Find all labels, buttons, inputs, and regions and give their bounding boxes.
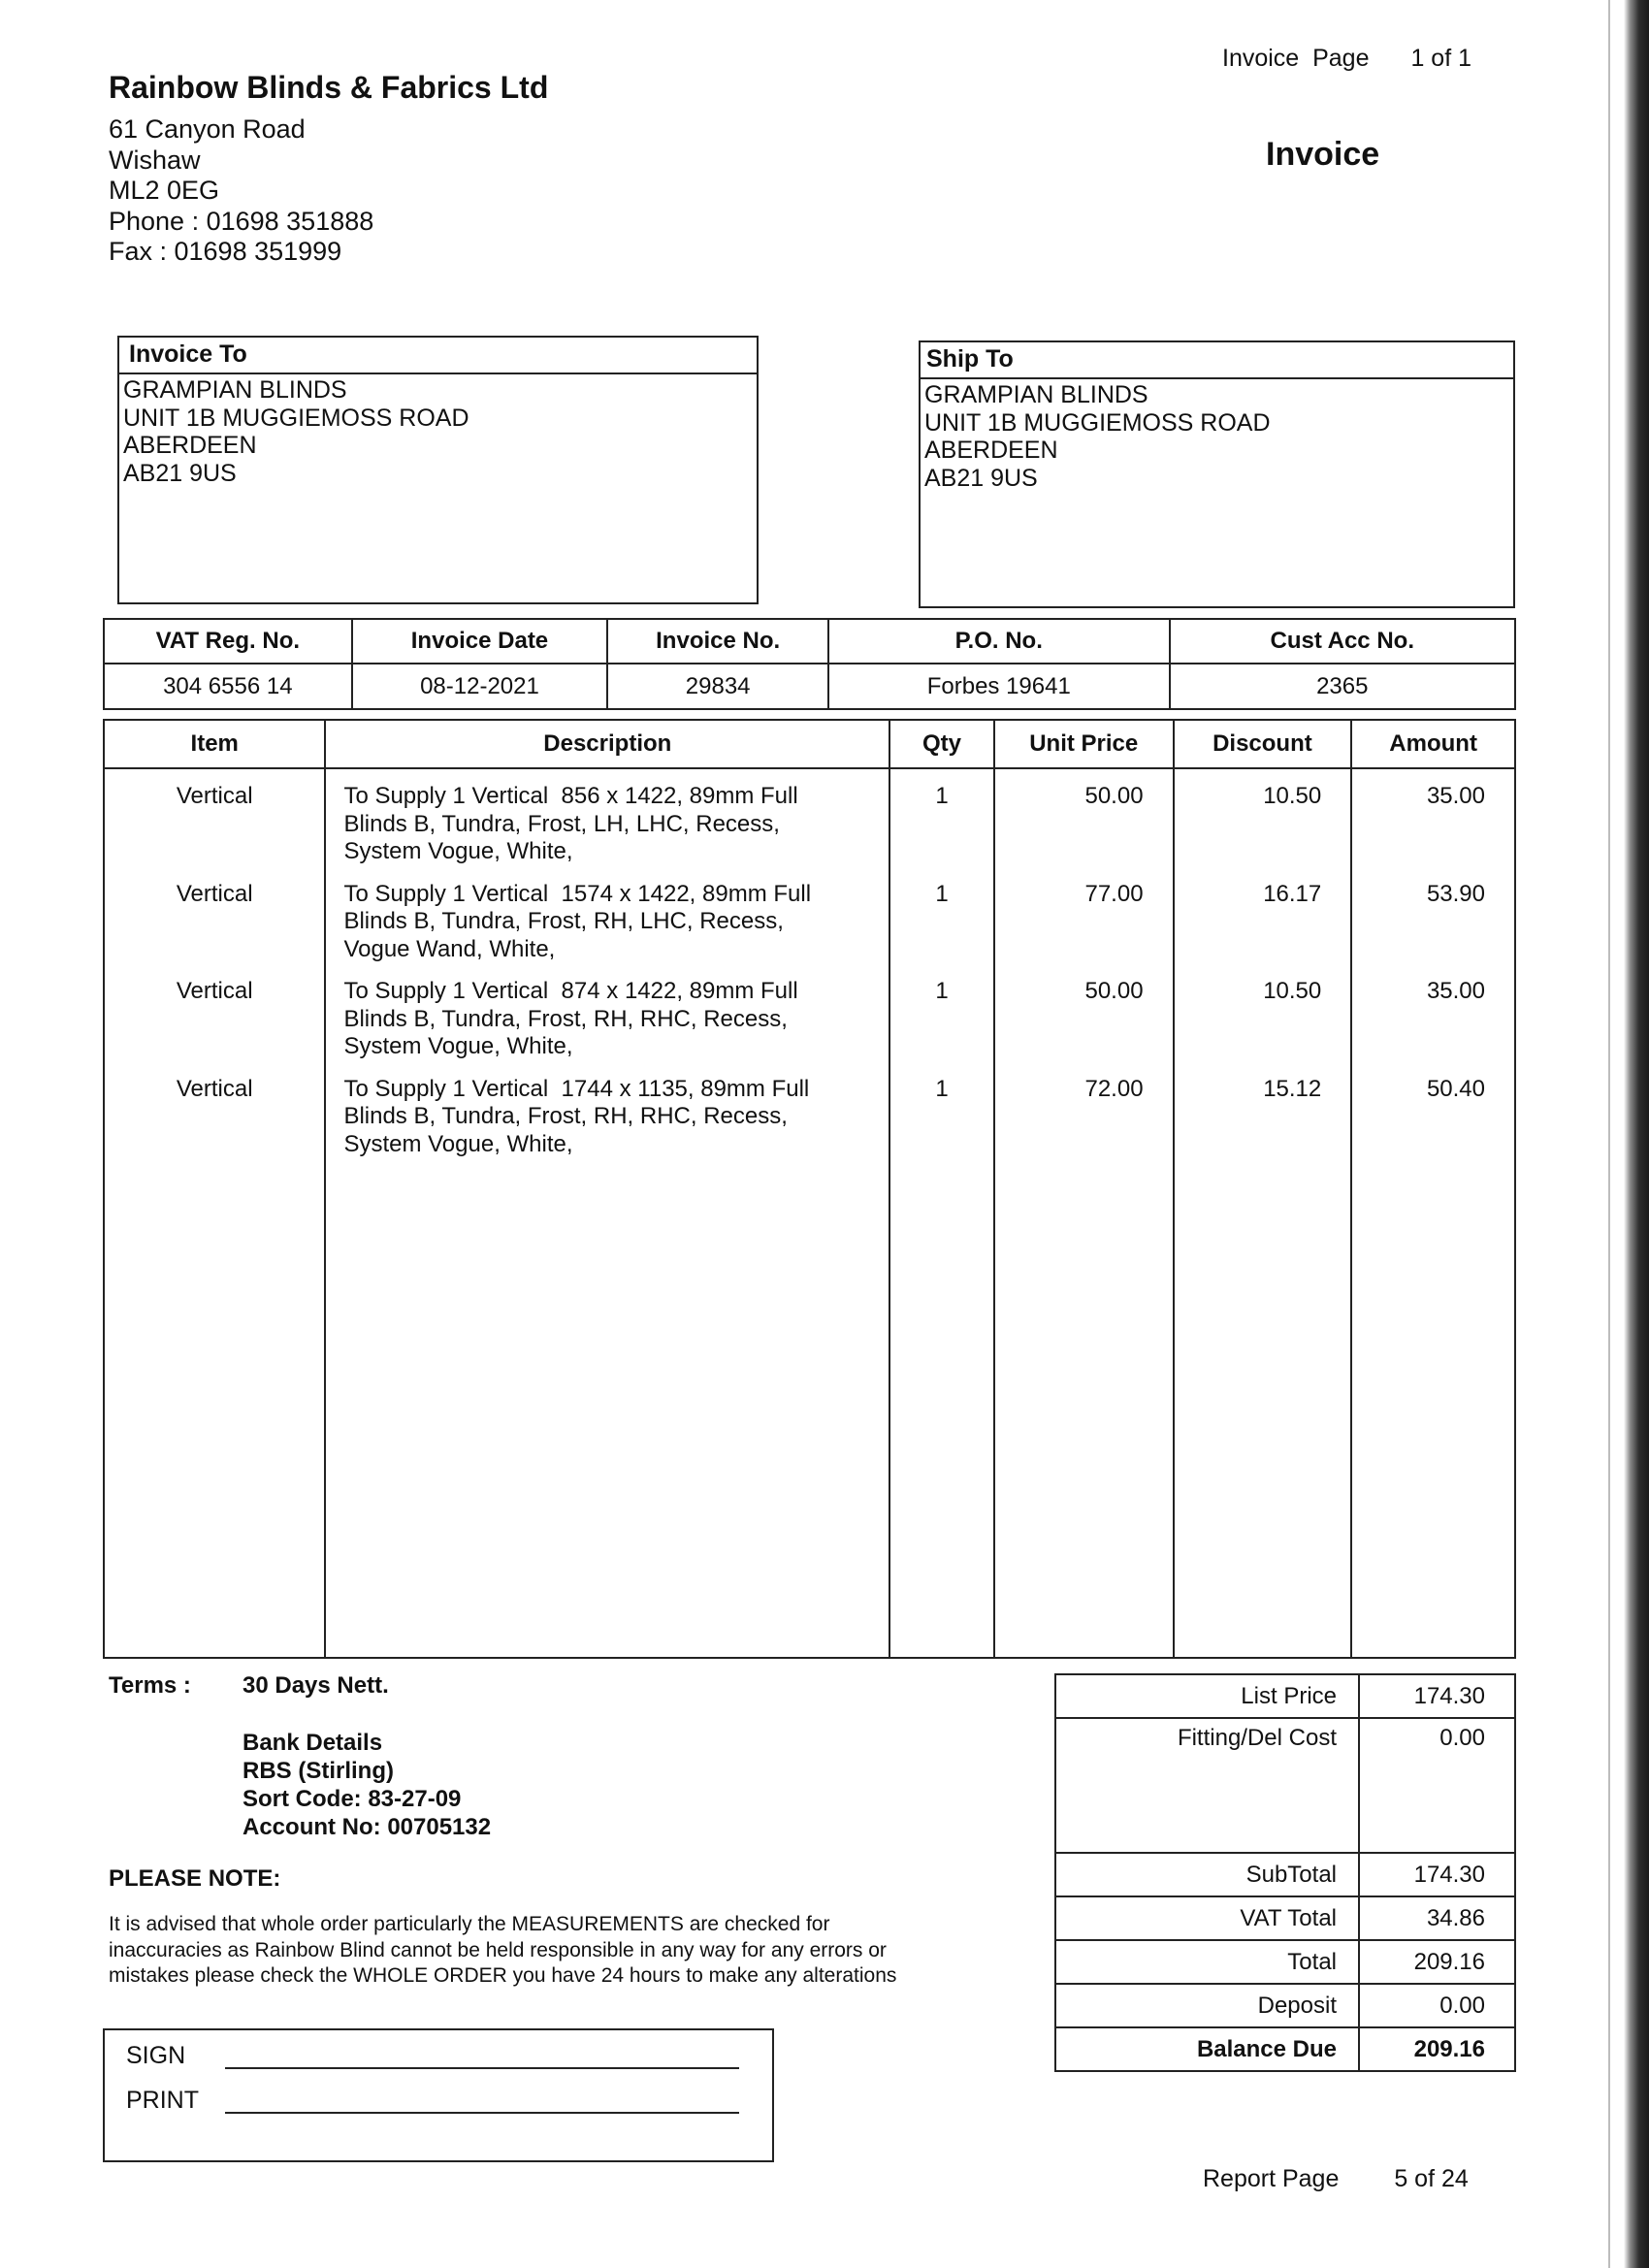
invoice-date-value: 08-12-2021 xyxy=(352,664,608,709)
totals-table xyxy=(1054,1673,1516,2072)
report-page-value: 5 of 24 xyxy=(1394,2165,1469,2192)
table-row xyxy=(104,867,1515,965)
item-cell: Vertical xyxy=(104,867,325,965)
total-row xyxy=(1055,1940,1515,1984)
note-line: inaccuracies as Rainbow Blind cannot be held responsible in any way for any errors or xyxy=(109,1938,887,1961)
vat-reg-value: 304 6556 14 xyxy=(104,664,352,709)
ship-to-box xyxy=(919,340,1515,608)
qty-cell: 1 xyxy=(889,964,994,1062)
balance-due-label: Balance Due xyxy=(1055,2027,1359,2071)
document-title: Invoice xyxy=(1266,136,1380,173)
phone-line: Phone : 01698 351888 xyxy=(109,206,374,236)
description-line: To Supply 1 Vertical 856 x 1422, 89mm Full xyxy=(343,783,798,809)
description-line: To Supply 1 Vertical 1744 x 1135, 89mm Full xyxy=(343,1075,810,1102)
info-value-row xyxy=(104,664,1515,709)
vat-total-row xyxy=(1055,1896,1515,1940)
fax-line: Fax : 01698 351999 xyxy=(109,237,342,266)
discount-header: Discount xyxy=(1174,720,1352,768)
unit-price-cell: 50.00 xyxy=(994,768,1174,867)
address-line: ABERDEEN xyxy=(924,437,1058,464)
qty-cell: 1 xyxy=(889,768,994,867)
bank-name: RBS (Stirling) xyxy=(242,1758,394,1784)
table-row xyxy=(104,768,1515,867)
bank-details-heading: Bank Details xyxy=(242,1730,383,1756)
list-price-value: 174.30 xyxy=(1359,1674,1515,1718)
description-cell xyxy=(325,867,889,965)
amount-cell: 35.00 xyxy=(1351,768,1515,867)
invoice-page-info xyxy=(1222,45,1471,73)
sign-label: SIGN xyxy=(126,2042,186,2069)
subtotal-value: 174.30 xyxy=(1359,1853,1515,1896)
description-line: Vogue Wand, White, xyxy=(343,935,556,962)
page-label: Invoice Page xyxy=(1222,45,1370,72)
total-value: 209.16 xyxy=(1359,1940,1515,1984)
vat-total-label: VAT Total xyxy=(1055,1896,1359,1940)
discount-cell: 10.50 xyxy=(1174,964,1352,1062)
account-number: Account No: 00705132 xyxy=(242,1814,492,1840)
qty-cell: 1 xyxy=(889,867,994,965)
invoice-to-heading: Invoice To xyxy=(119,338,757,374)
deposit-value: 0.00 xyxy=(1359,1984,1515,2027)
report-page-label: Report Page xyxy=(1203,2165,1340,2192)
unit-price-cell: 50.00 xyxy=(994,964,1174,1062)
note-line: It is advised that whole order particularly the MEASUREMENTS are checked for xyxy=(109,1913,830,1935)
po-no-header: P.O. No. xyxy=(828,619,1169,664)
deposit-row xyxy=(1055,1984,1515,2027)
scan-edge-shadow xyxy=(1624,0,1649,2268)
list-price-label: List Price xyxy=(1055,1674,1359,1718)
sign-line[interactable] xyxy=(225,2067,739,2069)
description-line: System Vogue, White, xyxy=(343,1130,573,1157)
discount-cell: 16.17 xyxy=(1174,867,1352,965)
address-line: UNIT 1B MUGGIEMOSS ROAD xyxy=(123,404,469,432)
description-line: Blinds B, Tundra, Frost, RH, LHC, Recess, xyxy=(343,908,784,934)
item-header: Item xyxy=(104,720,325,768)
item-cell: Vertical xyxy=(104,1062,325,1160)
balance-due-row xyxy=(1055,2027,1515,2071)
description-header: Description xyxy=(325,720,889,768)
unit-price-cell: 77.00 xyxy=(994,867,1174,965)
qty-cell: 1 xyxy=(889,1062,994,1160)
description-line: To Supply 1 Vertical 874 x 1422, 89mm Full xyxy=(343,978,798,1004)
address-line: ABERDEEN xyxy=(123,432,257,459)
page-value: 1 of 1 xyxy=(1410,45,1472,72)
fitting-cost-label: Fitting/Del Cost xyxy=(1055,1718,1359,1853)
invoice-no-value: 29834 xyxy=(607,664,828,709)
ship-to-heading: Ship To xyxy=(921,342,1513,379)
subtotal-label: SubTotal xyxy=(1055,1853,1359,1896)
scan-edge-line xyxy=(1608,0,1610,2268)
print-label: PRINT xyxy=(126,2087,199,2114)
info-header-row xyxy=(104,619,1515,664)
description-line: System Vogue, White, xyxy=(343,1033,573,1059)
subtotal-row xyxy=(1055,1853,1515,1896)
description-line: System Vogue, White, xyxy=(343,838,573,864)
fitting-cost-row xyxy=(1055,1718,1515,1853)
description-cell xyxy=(325,964,889,1062)
amount-cell: 53.90 xyxy=(1351,867,1515,965)
vat-reg-header: VAT Reg. No. xyxy=(104,619,352,664)
address-line: AB21 9US xyxy=(123,459,237,487)
qty-header: Qty xyxy=(889,720,994,768)
total-label: Total xyxy=(1055,1940,1359,1984)
amount-header: Amount xyxy=(1351,720,1515,768)
unit-price-header: Unit Price xyxy=(994,720,1174,768)
items-header-row xyxy=(104,720,1515,768)
table-row xyxy=(104,1062,1515,1160)
unit-price-cell: 72.00 xyxy=(994,1062,1174,1160)
invoice-date-header: Invoice Date xyxy=(352,619,608,664)
description-line: To Supply 1 Vertical 1574 x 1422, 89mm Full xyxy=(343,880,812,907)
invoice-to-box xyxy=(117,336,759,604)
discount-cell: 10.50 xyxy=(1174,768,1352,867)
please-note-heading: PLEASE NOTE: xyxy=(109,1865,281,1892)
bank-details xyxy=(242,1729,491,1841)
line-items-table xyxy=(103,719,1516,1659)
invoice-info-table xyxy=(103,618,1516,710)
sort-code: Sort Code: 83-27-09 xyxy=(242,1786,462,1812)
please-note-text xyxy=(109,1912,1001,1990)
address-line: UNIT 1B MUGGIEMOSS ROAD xyxy=(924,408,1271,437)
amount-cell: 50.40 xyxy=(1351,1062,1515,1160)
discount-cell: 15.12 xyxy=(1174,1062,1352,1160)
address-line: GRAMPIAN BLINDS xyxy=(123,376,347,404)
note-line: mistakes please check the WHOLE ORDER you have 24 hours to make any alterations xyxy=(109,1964,897,1987)
table-row xyxy=(104,964,1515,1062)
address-line: GRAMPIAN BLINDS xyxy=(924,381,1148,408)
fitting-cost-value: 0.00 xyxy=(1359,1718,1515,1853)
cust-acc-value: 2365 xyxy=(1170,664,1515,709)
table-filler-row xyxy=(104,1159,1515,1658)
description-line: Blinds B, Tundra, Frost, LH, LHC, Recess, xyxy=(343,810,780,837)
invoice-no-header: Invoice No. xyxy=(607,619,828,664)
description-cell xyxy=(325,768,889,867)
vat-total-value: 34.86 xyxy=(1359,1896,1515,1940)
po-no-value: Forbes 19641 xyxy=(828,664,1169,709)
cust-acc-header: Cust Acc No. xyxy=(1170,619,1515,664)
item-cell: Vertical xyxy=(104,768,325,867)
company-name: Rainbow Blinds & Fabrics Ltd xyxy=(109,70,549,105)
deposit-label: Deposit xyxy=(1055,1984,1359,2027)
sign-print-box xyxy=(103,2028,774,2162)
print-line[interactable] xyxy=(225,2112,739,2114)
address-line: 61 Canyon Road xyxy=(109,114,306,144)
description-cell xyxy=(325,1062,889,1160)
address-line: AB21 9US xyxy=(924,464,1038,492)
list-price-row xyxy=(1055,1674,1515,1718)
item-cell: Vertical xyxy=(104,964,325,1062)
address-line: Wishaw xyxy=(109,145,201,175)
ship-to-address xyxy=(921,379,1513,492)
terms-label: Terms : xyxy=(109,1672,191,1699)
description-line: Blinds B, Tundra, Frost, RH, RHC, Recess, xyxy=(343,1005,788,1032)
address-line: ML2 0EG xyxy=(109,176,220,205)
report-page-info xyxy=(1203,2165,1469,2193)
balance-due-value: 209.16 xyxy=(1359,2027,1515,2071)
invoice-to-address xyxy=(119,374,757,487)
company-address xyxy=(109,114,373,268)
amount-cell: 35.00 xyxy=(1351,964,1515,1062)
terms-value: 30 Days Nett. xyxy=(242,1672,389,1699)
description-line: Blinds B, Tundra, Frost, RH, RHC, Recess, xyxy=(343,1103,788,1129)
